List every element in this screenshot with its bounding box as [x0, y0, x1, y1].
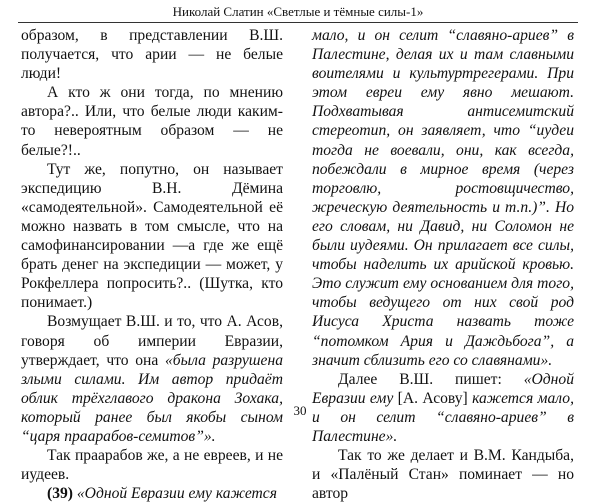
right-column — [312, 26, 574, 503]
quotation: мало, и он селит “славяно-ариев” в Палестине, делая их и там славными воителями и культуртрегерами. При этом евреи ему явно мешают. Подхватывая антисемитский стереотип, он заявляет, что “иудеи тогда не воевали, они, как всегда, побеждали в мирное время (через торговлю, ростовщичество, жреческую деятельность и т.п.)”. Но его словам, ни Давид, ни Соломон не были иудеями. Он прилагает все силы, чтобы наделить их арийской кровью. Это служит ему основанием для того, чтобы ведущего от них свой род Иисуса Христа назвать тоже “потомком Ария и Даждьбога”, а значит сблизить его со славянами». — [312, 27, 574, 369]
page-number-text: 30 — [293, 403, 307, 418]
paragraph: образом, в представлении В.Ш. получается, что арии — не белые люди! — [21, 27, 283, 83]
quotation: кажется мало, и он селит “славяно-ариев” в Палестине». — [312, 389, 574, 445]
quotation: «Одной Евразии ему — [312, 370, 574, 407]
paragraph: Так праарабов же, а не евреев, и не иудеев. — [21, 447, 283, 484]
left-column — [21, 26, 283, 503]
header-title: Николай Слатин «Светлые и тёмные силы-1» — [172, 4, 424, 19]
paragraph-text: Далее В.Ш. пишет: — [338, 370, 524, 388]
paragraph — [21, 484, 283, 503]
page-number — [0, 403, 600, 419]
quotation: «была разрушена злыми силами. Им автор придаёт облик трёхглавого дракона Зохака, который ранее был якобы сыном “царя праарабов-семитов”». — [21, 351, 283, 445]
paragraph-text: Возмущает В.Ш. и то, что А. Асов, говоря об империи Евразии, утверждает, что она — [21, 313, 283, 369]
paragraph: А кто ж они тогда, по мнению автора?.. Или, что белые люди каким-то невероятным образом — не белые?!.. — [21, 84, 283, 159]
paragraph: Тут же, попутно, он называет экспедицию В.Н. Дёмина «самодеятельной». Самодеятельной её можно назвать в том смысле, что на самофинансировании —а где же ещё брать денег на экспедиции — может, у Рокфеллера попросить?.. (Шутка, кто понимает.) — [21, 160, 283, 312]
running-header — [18, 3, 578, 23]
quotation: «Одной Евразии ему кажется — [72, 485, 277, 503]
paragraph — [312, 26, 574, 370]
paragraph: Так то же делает и В.М. Кандыба, и «Палёный Стан» поминает — но автор — [312, 447, 574, 503]
bracket-note: [А. Асову] — [397, 389, 468, 407]
quote-number: (39) — [47, 485, 73, 503]
paragraph — [21, 312, 283, 446]
